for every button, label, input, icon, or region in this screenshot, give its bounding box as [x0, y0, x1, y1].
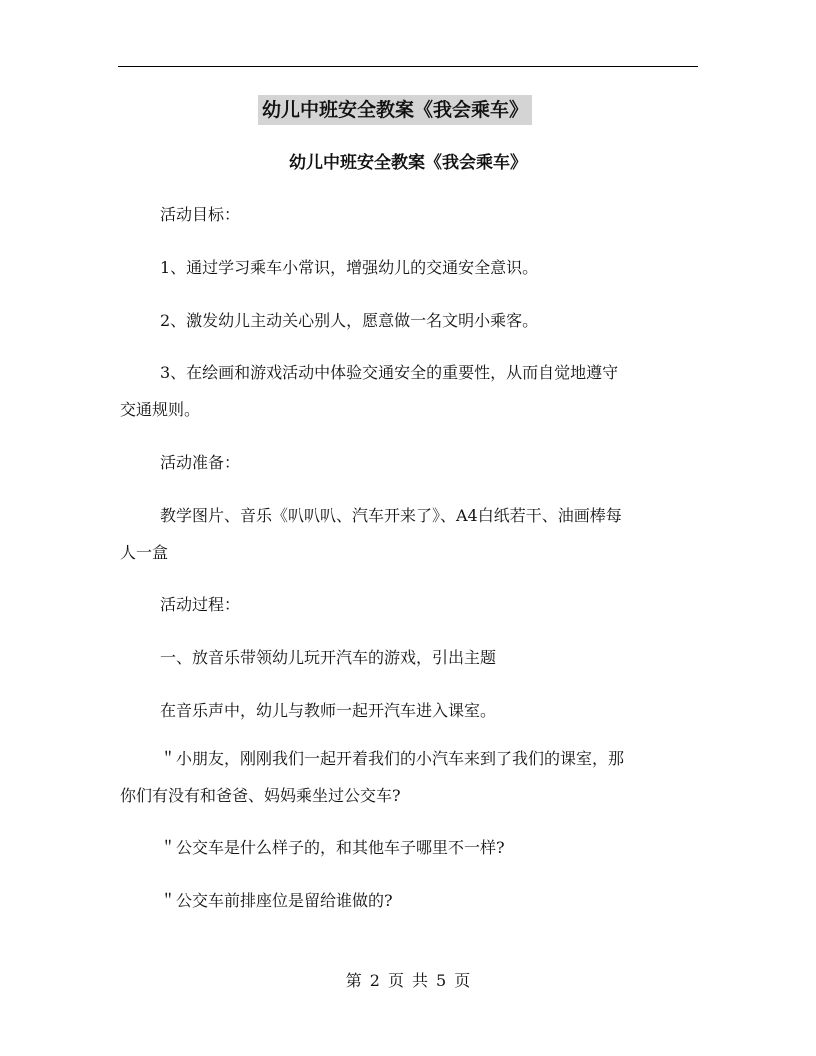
document-title: 幼儿中班安全教案《我会乘车》	[258, 95, 532, 125]
paragraph-quote-3: ＂公交车前排座位是留给谁做的?	[160, 891, 393, 910]
paragraph-goal-3: 3、在绘画和游戏活动中体验交通安全的重要性，从而自觉地遵守	[160, 363, 619, 382]
document-subtitle: 幼儿中班安全教案《我会乘车》	[289, 153, 527, 173]
paragraph-step-1: 一、放音乐带领幼儿玩开汽车的游戏，引出主题	[160, 648, 497, 667]
paragraph-quote-2: ＂公交车是什么样子的，和其他车子哪里不一样?	[160, 838, 505, 857]
paragraph-quote-1: ＂小朋友，刚刚我们一起开着我们的小汽车来到了我们的课室，那	[160, 749, 625, 768]
paragraph-process-heading: 活动过程：	[160, 595, 241, 614]
footer-prefix: 第	[345, 971, 362, 990]
paragraph-quote-1-cont: 你们有没有和爸爸、妈妈乘坐过公交车?	[120, 786, 401, 805]
page-footer	[0, 968, 816, 994]
paragraph-goal-1: 1、通过学习乘车小常识，增强幼儿的交通安全意识。	[160, 258, 539, 277]
paragraph-prep-items-cont: 人一盒	[120, 543, 169, 562]
paragraph-goals-heading: 活动目标：	[160, 205, 241, 224]
footer-page-word: 页	[387, 971, 404, 990]
footer-total-word: 共	[412, 971, 429, 990]
paragraph-prep-heading: 活动准备：	[160, 453, 241, 472]
paragraph-goal-2: 2、激发幼儿主动关心别人，愿意做一名文明小乘客。	[160, 311, 539, 330]
paragraph-goal-3-cont: 交通规则。	[120, 400, 201, 419]
footer-suffix: 页	[454, 971, 471, 990]
footer-current-page: 2	[369, 971, 380, 990]
paragraph-step-1-detail: 在音乐声中，幼儿与教师一起开汽车进入课室。	[160, 701, 497, 720]
header-rule	[118, 66, 698, 67]
paragraph-prep-items: 教学图片、音乐《叭叭叭、汽车开来了》、A4白纸若干、油画棒每	[160, 506, 622, 525]
footer-total-pages: 5	[436, 971, 447, 990]
